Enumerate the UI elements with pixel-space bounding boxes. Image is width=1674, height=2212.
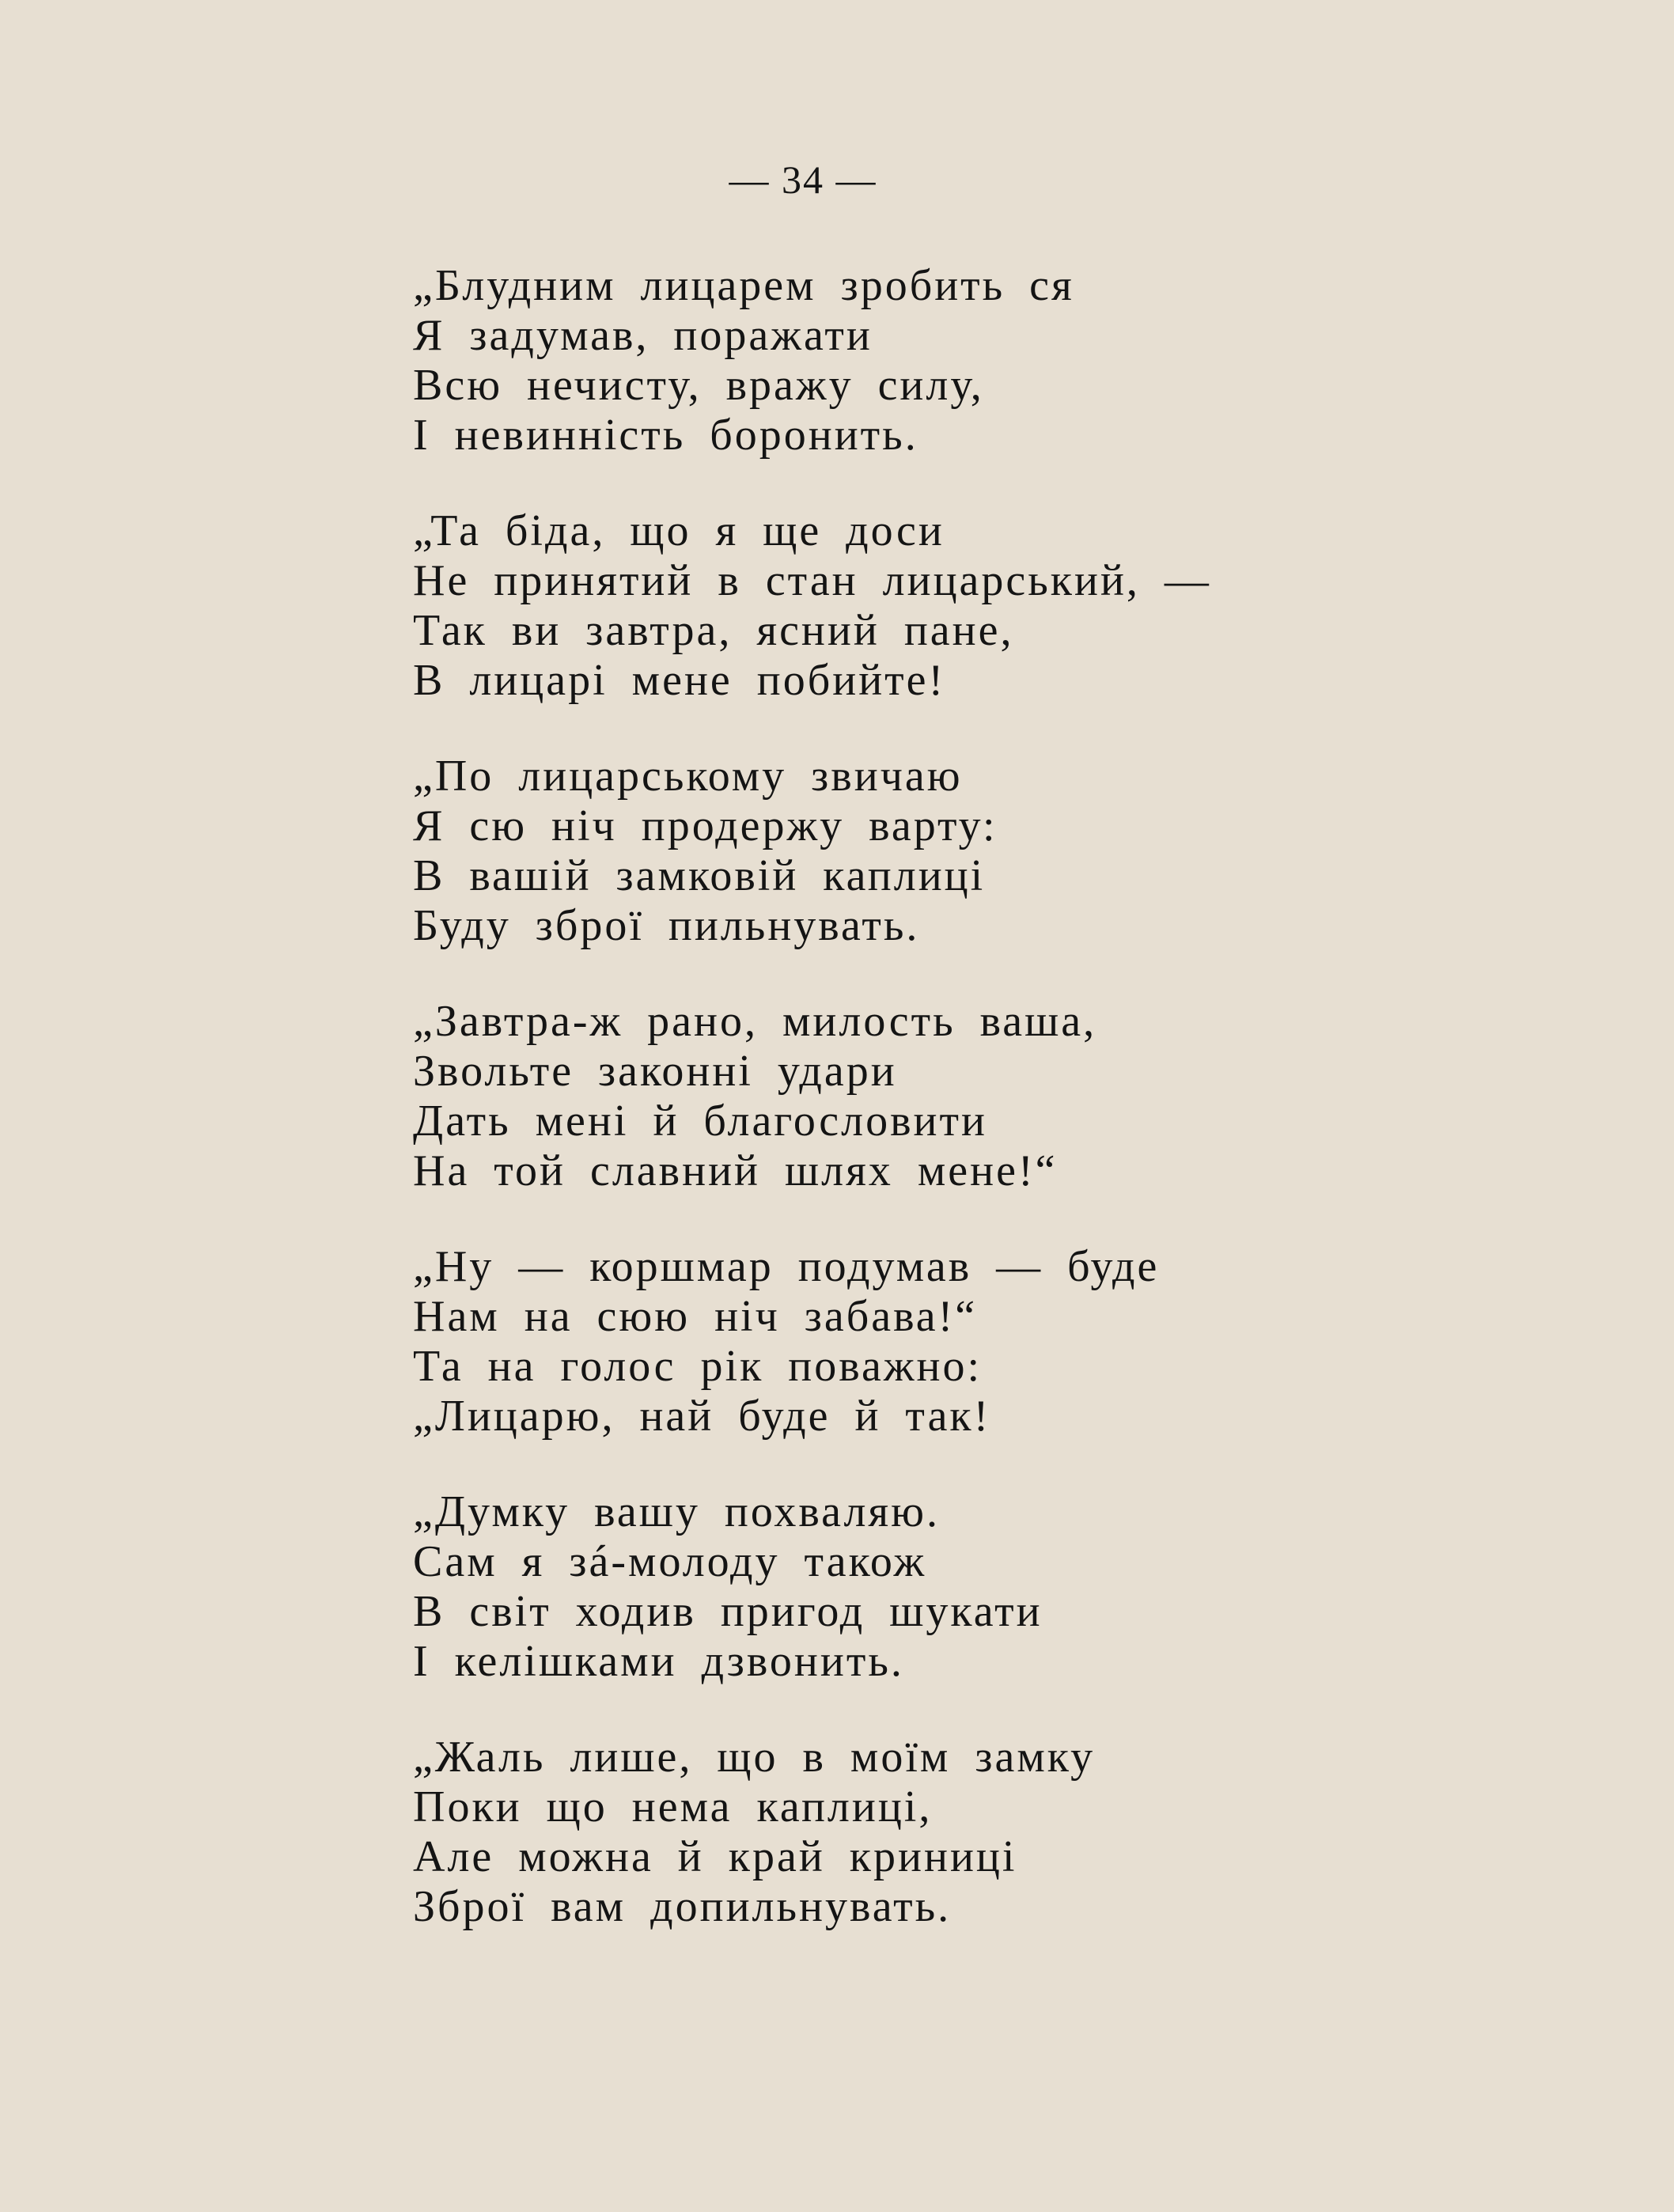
verse-line: „Жаль лише, що в моїм замку	[413, 1733, 1096, 1782]
verse-line: Та на голос рік поважно:	[413, 1342, 983, 1391]
stanza-4	[413, 997, 1647, 1196]
stanza-3	[413, 752, 1647, 951]
verse-line: Не принятий в стан лицарський, —	[413, 556, 1211, 605]
verse-line: Всю нечисту, вражу силу,	[413, 361, 984, 410]
verse-line: Буду зброї пильнувать.	[413, 901, 920, 950]
verse-line: І келішками дзвонить.	[413, 1637, 904, 1686]
verse-line: Поки що нема каплиці,	[413, 1782, 933, 1831]
verse-line: Я задумав, поражати	[413, 311, 873, 360]
stanza-6	[413, 1487, 1647, 1687]
verse-line: Нам на сюю ніч забава!“	[413, 1292, 978, 1341]
verse-line: В вашій замковій каплиці	[413, 851, 986, 900]
verse-line: І невинність боронить.	[413, 411, 918, 460]
verse-line: „Ну — коршмар подумав — буде	[413, 1242, 1160, 1291]
verse-line: Звольте законні удари	[413, 1047, 897, 1096]
page-number: — 34 —	[729, 157, 877, 202]
verse-line: Сам я зá-молоду також	[413, 1537, 927, 1586]
verse-line: „Завтра-ж рано, милость ваша,	[413, 997, 1097, 1046]
verse-line: „По лицарському звичаю	[413, 752, 963, 801]
verse-line: Дать мені й благословити	[413, 1097, 987, 1146]
verse-line: „Блудним лицарем зробить ся	[413, 261, 1074, 310]
stanza-2	[413, 506, 1647, 706]
verse-line: В лицарі мене побийте!	[413, 656, 946, 705]
stanza-5	[413, 1242, 1647, 1441]
verse-line: Але можна й край криниці	[413, 1832, 1017, 1881]
verse-line: В світ ходив пригод шукати	[413, 1587, 1043, 1636]
verse-line: Так ви завтра, ясний пане,	[413, 606, 1014, 655]
stanza-7	[413, 1733, 1647, 1932]
poem	[413, 261, 1647, 1978]
verse-line: На той славний шлях мене!“	[413, 1146, 1058, 1195]
verse-line: „Думку вашу похваляю.	[413, 1487, 941, 1536]
stanza-1	[413, 261, 1647, 460]
verse-line: „Лицарю, най буде й так!	[413, 1392, 991, 1441]
verse-line: Я сю ніч продержу варту:	[413, 801, 998, 850]
verse-line: Зброї вам допильнувать.	[413, 1882, 952, 1931]
verse-line: „Та біда, що я ще доси	[413, 506, 945, 555]
